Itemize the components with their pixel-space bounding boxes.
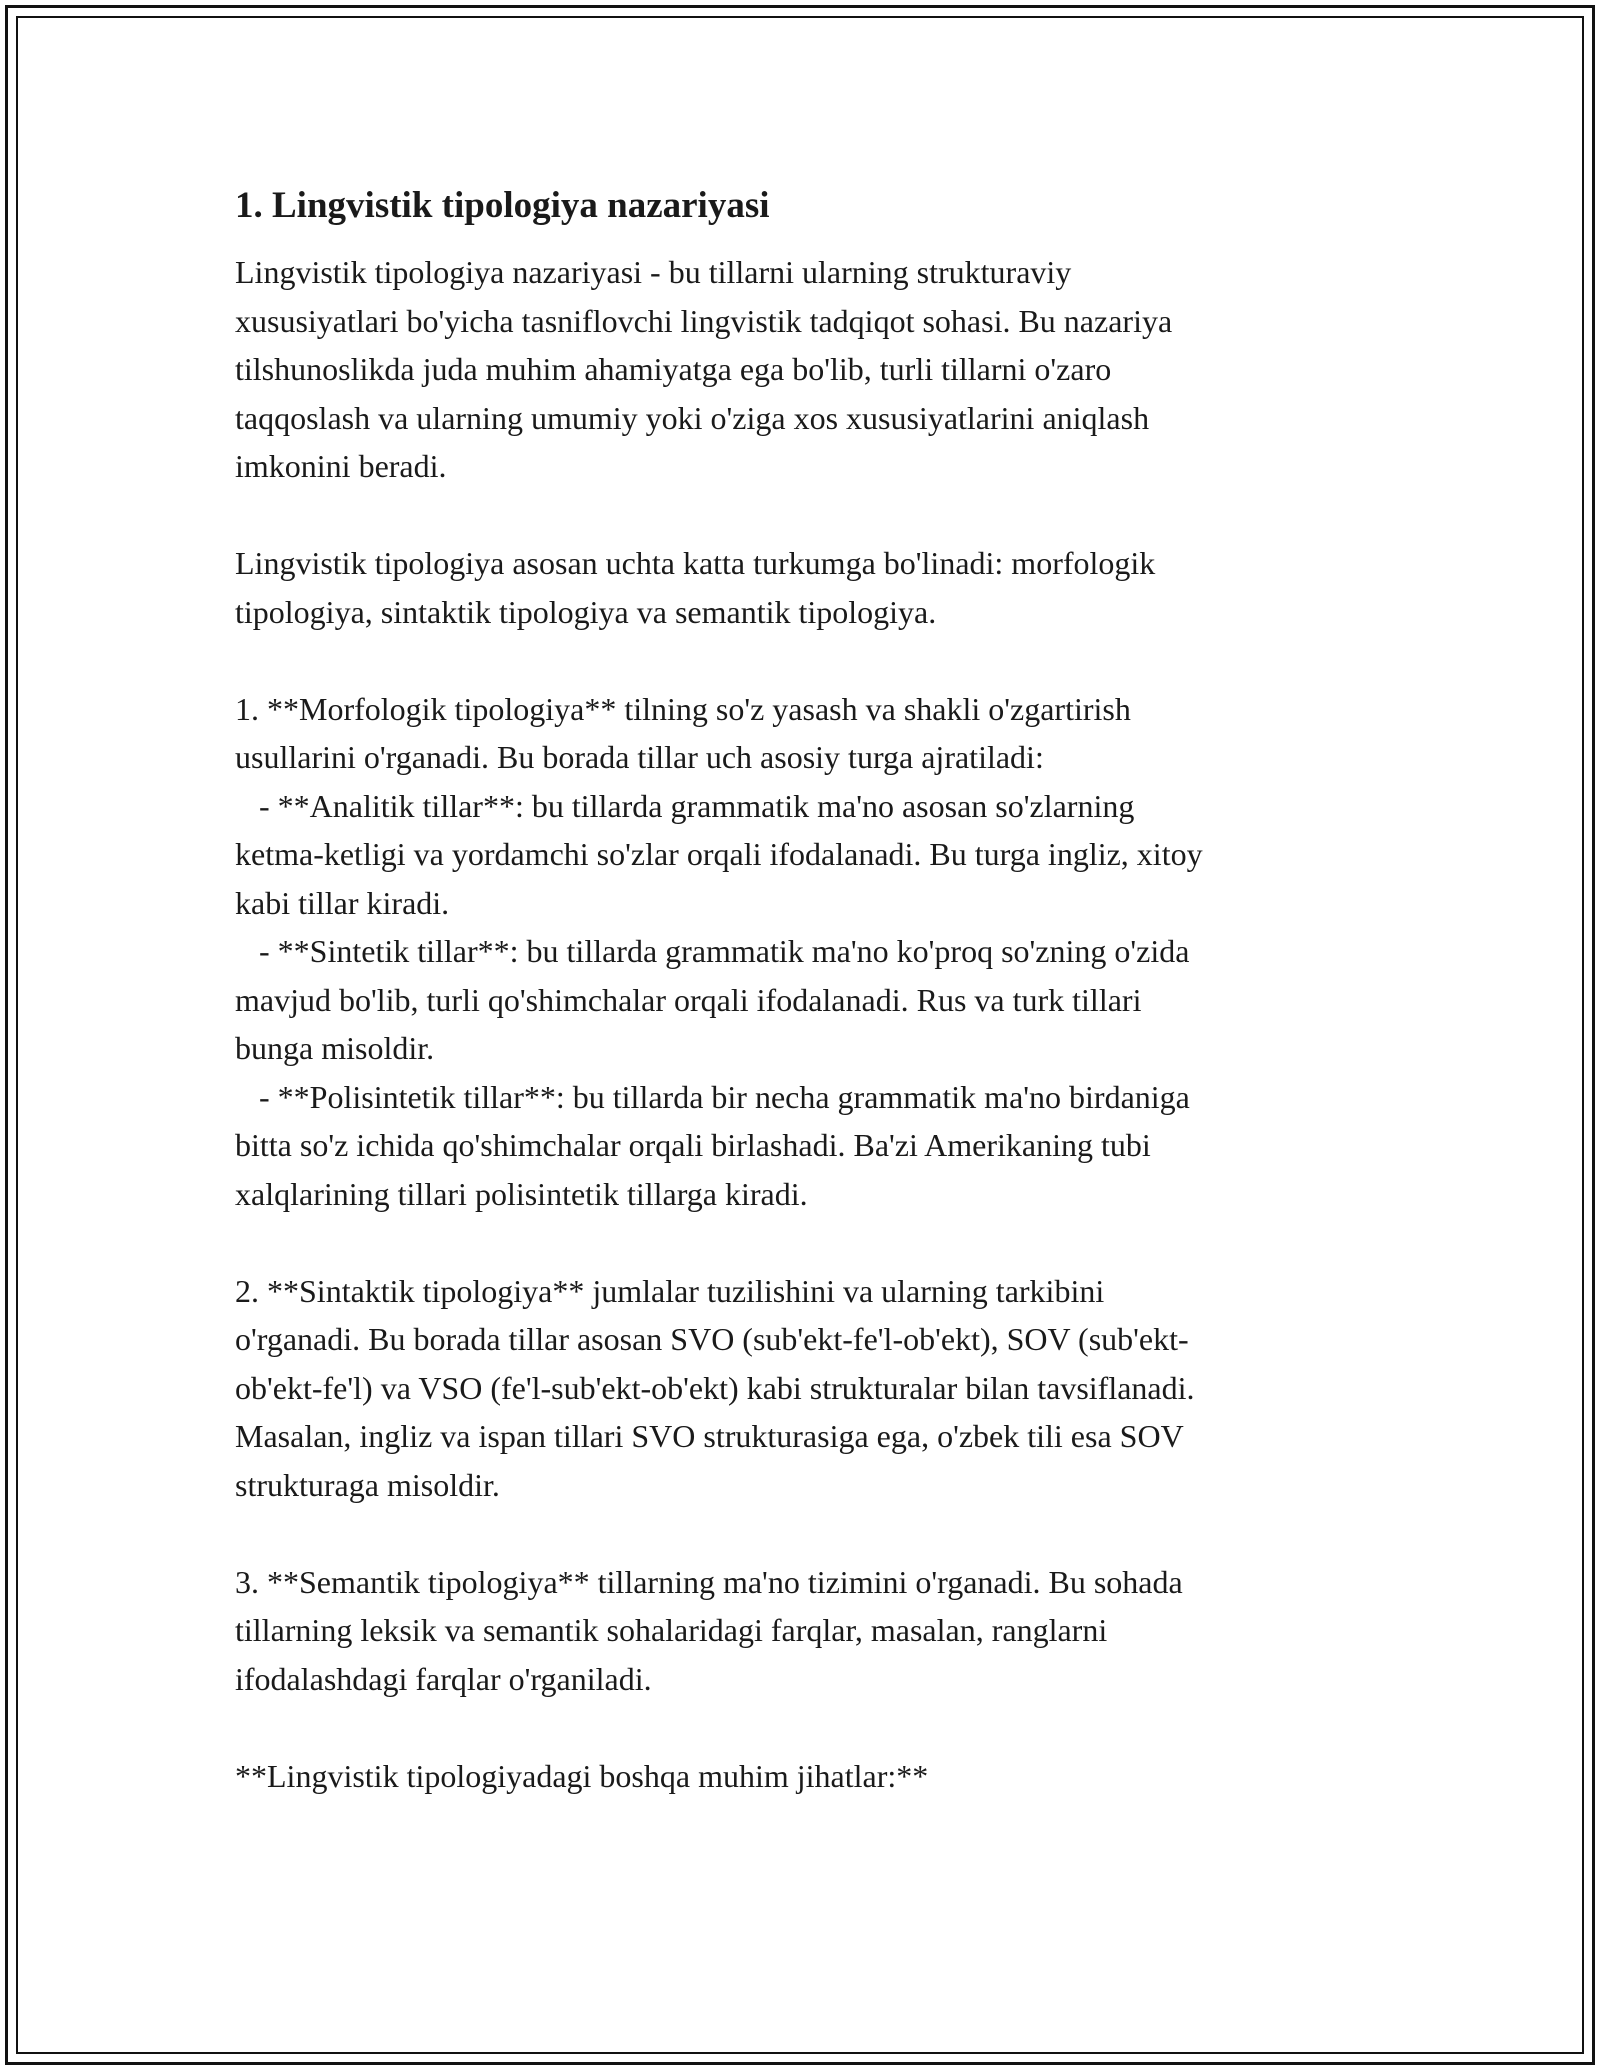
- paragraph-gap: [235, 1509, 1370, 1558]
- paragraph-syntactic: 2. **Sintaktik tipologiya** jumlalar tuzilishini va ularning tarkibini o'rganadi. Bu borada tillar asosan SVO (sub'ekt-fe'l-ob'ekt), SOV (sub'ekt- ob'ekt-fe'l) va VSO (fe'l-sub'ekt-ob'ekt) kabi strukturalar bilan tavsiflanadi. Masalan, ingliz va ispan tillari SVO strukturasiga ega, o'zbek tili esa SOV strukturaga misoldir.: [235, 1272, 1195, 1503]
- paragraph-categories: Lingvistik tipologiya asosan uchta katta turkumga bo'linadi: morfologik tipologiya, sintaktik tipologiya va semantik tipologiya.: [235, 545, 1156, 630]
- document-title: 1. Lingvistik tipologiya nazariyasi: [235, 185, 770, 226]
- paragraph-gap: [235, 1218, 1370, 1267]
- paragraph-gap: [235, 636, 1370, 685]
- paragraph-intro: Lingvistik tipologiya nazariyasi - bu tillarni ularning strukturaviy xususiyatlari bo'yicha tasniflovchi lingvistik tadqiqot sohasi. Bu nazariya tilshunoslikda juda muhim ahamiyatga ega bo'lib, turli tillarni o'zaro taqqoslash va ularning umumiy yoki o'ziga xos xususiyatlarini aniqlash imkonini beradi.: [235, 254, 1173, 484]
- paragraph-other-aspects: **Lingvistik tipologiyadagi boshqa muhim jihatlar:**: [235, 1757, 929, 1794]
- document-body: [235, 180, 1370, 1800]
- paragraph-gap: [235, 1703, 1370, 1752]
- paragraph-morphological: 1. **Morfologik tipologiya** tilning so'z yasash va shakli o'zgartirish usullarini o'rganadi. Bu borada tillar uch asosiy turga ajratiladi: - **Analitik tillar**: bu tillarda grammatik ma'no asosan so'zlarning ketma-ketligi va yordamchi so'zlar orqali ifodalanadi. Bu turga ingliz, xitoy kabi tillar kiradi. - **Sintetik tillar**: bu tillarda grammatik ma'no ko'proq so'zning o'zida mavjud bo'lib, turli qo'shimchalar orqali ifodalanadi. Rus va turk tillari bunga misoldir. - **Polisintetik tillar**: bu tillarda bir necha grammatik ma'no birdaniga bitta so'z ichida qo'shimchalar orqali birlashadi. Ba'zi Amerikaning tubi xalqlarining tillari polisintetik tillarga kiradi.: [235, 690, 1203, 1212]
- paragraph-semantic: 3. **Semantik tipologiya** tillarning ma'no tizimini o'rganadi. Bu sohada tillarning leksik va semantik sohalaridagi farqlar, masalan, ranglarni ifodalashdagi farqlar o'rganiladi.: [235, 1563, 1183, 1697]
- paragraph-gap: [235, 491, 1370, 540]
